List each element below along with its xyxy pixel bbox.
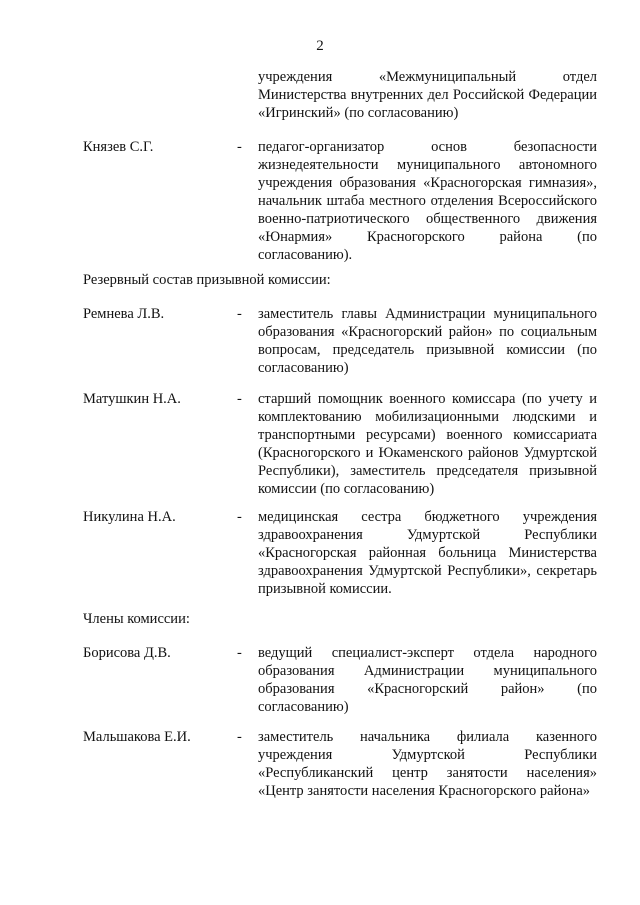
entry-dash: - [237, 645, 242, 661]
entry-description: старший помощник военного комиссара (по учету и комплектованию мобилизационными людскими и транспортными ресурсами) военного комиссариата (Красногорского и Юкаменского районов Удмуртской Республики), заместитель председателя призывной комиссии (по согласованию) [258, 391, 597, 497]
entry-description: медицинская сестра бюджетного учреждения здравоохранения Удмуртской Республики «Красногорская районная больница Министерства здравоохранения Удмуртской Республики», секретарь призывной комиссии. [258, 509, 597, 597]
entry-remneva [83, 305, 597, 377]
entry-dash: - [237, 729, 242, 745]
members-heading: Члены комиссии: [83, 611, 190, 627]
entry-name: Князев С.Г. [83, 139, 154, 155]
page-number: 2 [316, 38, 324, 54]
entry-nikulina [83, 508, 597, 598]
entry-knyazev [83, 138, 597, 264]
entry-description: ведущий специалист-эксперт отдела народного образования Администрации муниципального образования «Красногорский район» (по согласованию) [258, 645, 597, 715]
entry-name: Ремнева Л.В. [83, 306, 165, 322]
continuation-text: учреждения «Межмуниципальный отдел Министерства внутренних дел Российской Федерации «Игринский» (по согласованию) [258, 69, 597, 121]
entry-description: заместитель главы Администрации муниципального образования «Красногорский район» по социальным вопросам, председатель призывной комиссии (по согласованию) [258, 306, 597, 376]
entry-description: заместитель начальника филиала казенного учреждения Удмуртской Республики «Республиканский центр занятости населения» «Центр занятости населения Красногорского района» [258, 729, 597, 799]
entry-name: Борисова Д.В. [83, 645, 171, 661]
entry-name: Матушкин Н.А. [83, 391, 181, 407]
entry-dash: - [237, 306, 242, 322]
entry-name: Мальшакова Е.И. [83, 729, 191, 745]
entry-dash: - [237, 139, 242, 155]
entry-dash: - [237, 391, 242, 407]
entry-matushkin [83, 390, 597, 498]
entry-dash: - [237, 509, 242, 525]
reserve-heading: Резервный состав призывной комиссии: [83, 272, 331, 288]
entry-name: Никулина Н.А. [83, 509, 176, 525]
entry-borisova [83, 644, 597, 716]
entry-description: педагог-организатор основ безопасности жизнедеятельности муниципального автономного учреждения образования «Красногорская гимназия», начальник штаба местного отделения Всероссийского военно-патриотического общественного движения «Юнармия» Красногорского района (по согласованию). [258, 139, 597, 263]
entry-malshakova [83, 728, 597, 800]
